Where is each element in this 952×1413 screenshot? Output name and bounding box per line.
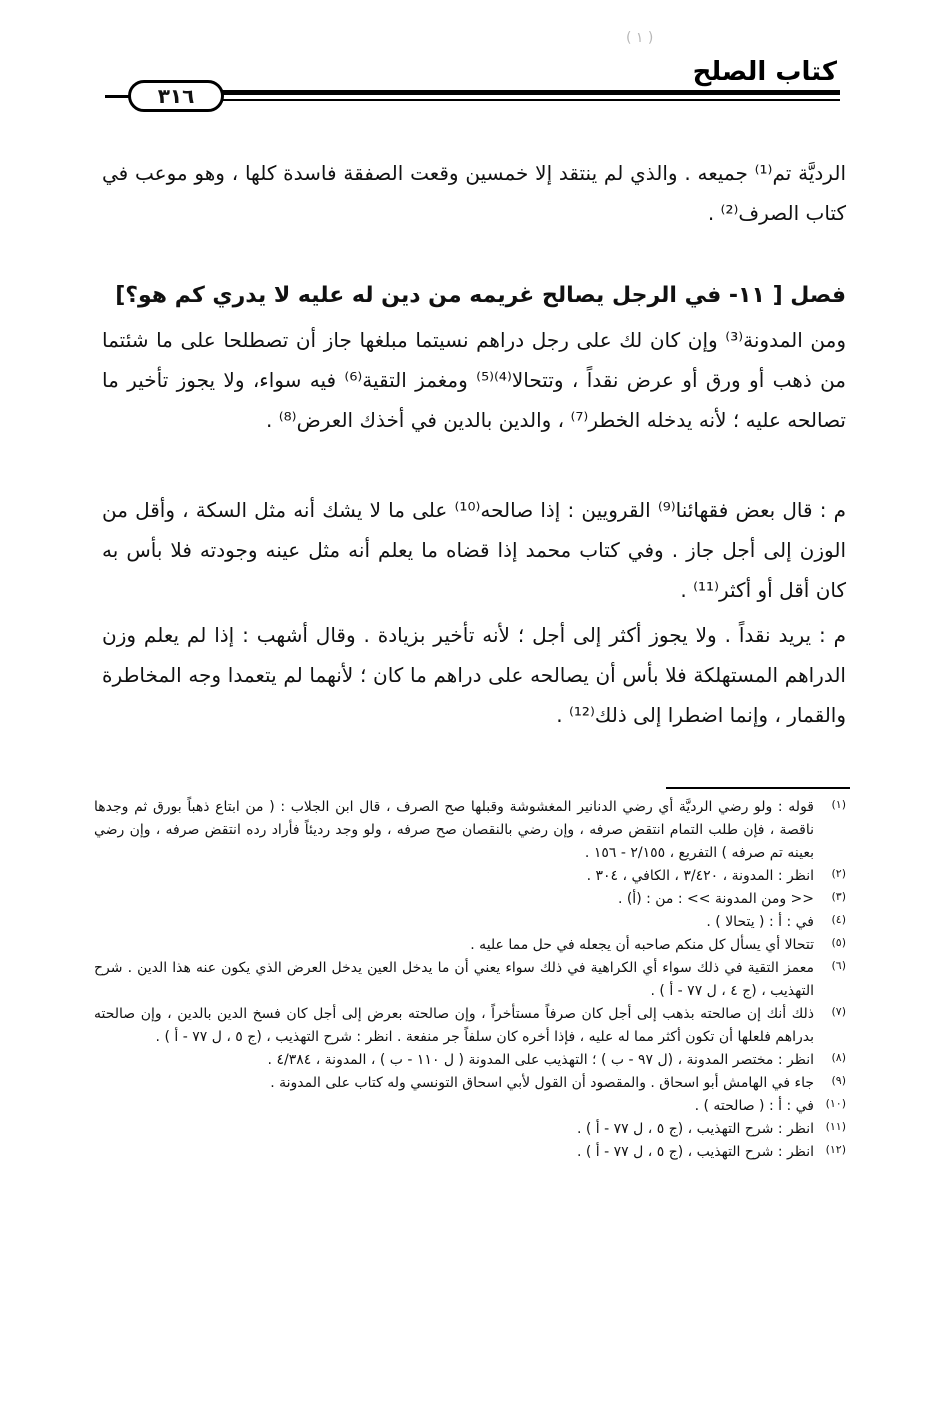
footnote [94, 1095, 846, 1118]
footnote-text: انظر : المدونة ، ٣/٤٢٠ ، الكافي ، ٣٠٤ . [586, 868, 814, 884]
footnote-text: معمز التقية في ذلك سواء أي الكراهية في ذلك سواء يعني أن ما يدخل العين يدخل العرض الذي يكون عنه هذا الدين . شرح التهذيب ، (ج ٤ ، ل ٧٧ - أ ) . [94, 960, 814, 999]
footnote-text: تتحالا أي يسأل كل منكم صاحبه أن يجعله في حل مما عليه . [470, 937, 814, 953]
footnote [94, 888, 846, 911]
footnote-number: (١٠) [825, 1097, 846, 1110]
footnote-text: قوله : ولو رضي الرديَّة أي رضي الدنانير المغشوشة وقبلها صح الصرف ، قال ابن الجلاب : ( من ابتاع ذهباً بورق ثم وجدها ناقصة ، فإن طلب التمام انتقض صرفه ، وإن رضي بالنقصان صح صرفه ، ولو وجد رديئاً فأراد رده انتقض صرفه ، وإن رضي بعينه تم صرفه ) التفريع ، ٢/١٥٥ - ١٥٦ . [94, 799, 814, 861]
section-heading: فصل [ ١١- في الرجل يصالح غريمه من دين له عليه لا يدري كم هو؟] [115, 283, 846, 308]
footnote-separator [666, 787, 850, 789]
footnote [94, 911, 846, 934]
footnote-text: في : أ : ( صالحته ) . [694, 1098, 814, 1114]
paragraph-2: ومن المدونة⁽³⁾ وإن كان لك على رجل دراهم نسيتما مبلغها جاز أن تصطلحا على ما شئتما من ذهب أو ورق أو عرض نقداً ، وتتحالا⁽⁴⁾⁽⁵⁾ ومغمز التقية⁽⁶⁾ فيه سواء، ولا يجوز تأخير ما تصالحه عليه ؛ لأنه يدخله الخطر⁽⁷⁾ ، والدين بالدين في أخذك العرض⁽⁸⁾ . [102, 328, 847, 432]
footnote [94, 1049, 846, 1072]
footnote-text: انظر : شرح التهذيب ، (ج ٥ ، ل ٧٧ - أ ) . [576, 1121, 814, 1137]
footnote [94, 957, 846, 1003]
footnote-number: (١٢) [825, 1143, 846, 1156]
footnote-number: (٦) [831, 959, 846, 972]
page-number: ٣١٦ [128, 80, 224, 112]
footnote-number: (٥) [831, 936, 846, 949]
footnote-text: انظر : شرح التهذيب ، (ج ٥ ، ل ٧٧ - أ ) . [576, 1144, 814, 1160]
footnote [94, 1118, 846, 1141]
header-rule [215, 90, 840, 95]
footnote-number: (٨) [831, 1051, 846, 1064]
footnotes [94, 796, 846, 1164]
footnote-number: (٢) [831, 867, 846, 880]
footnote-number: (٣) [831, 890, 846, 903]
footnote-text: في : أ : ( يتحالا ) . [706, 914, 814, 930]
paragraph-4: م : يريد نقداً . ولا يجوز أكثر إلى أجل ؛ لأنه تأخير بزيادة . وقال أشهب : إذا لم يعلم وزن الدراهم المستهلكة فلا بأس أن يصالحه على دراهم ما كان ؛ لأنهما لم يتعمدا وجه المخاطرة والقمار ، وإنما اضطرا إلى ذلك⁽¹²⁾ . [102, 623, 846, 727]
paragraph-3: م : قال بعض فقهائنا⁽⁹⁾ القرويين : إذا صالحه⁽¹⁰⁾ على ما لا يشك أنه مثل السكة ، وأقل من الوزن إلى أجل جاز . وفي كتاب محمد إذا قضاه ما يعلم أنه مثل عينه وجودته فلا بأس به كان أقل أو أكثر⁽¹¹⁾ . [102, 498, 846, 602]
footnote [94, 1141, 846, 1164]
footnote [94, 1003, 846, 1049]
header-rule-thin [215, 99, 840, 101]
paragraph-1: الرديَّة تم⁽¹⁾ جميعه . والذي لم ينتقد إلا خمسين وقعت الصفقة فاسدة كلها ، وهو موعب في كتاب الصرف⁽²⁾ . [102, 161, 846, 225]
running-header-title: كتاب الصلح [692, 57, 837, 87]
footnote [94, 934, 846, 957]
footnote-number: (٤) [831, 913, 846, 926]
footnote [94, 1072, 846, 1095]
footnote-text: جاء في الهامش أبو اسحاق . والمقصود أن القول لأبي اسحاق التونسي وله كتاب على المدونة . [270, 1075, 814, 1091]
top-mark: ( ١ ) [626, 30, 654, 46]
footnote [94, 865, 846, 888]
footnote-text: << ومن المدونة >> : من : (أ) . [617, 891, 814, 907]
footnote-number: (١١) [825, 1120, 846, 1133]
footnote-number: (١) [831, 798, 846, 811]
footnote [94, 796, 846, 865]
footnote-text: انظر : مختصر المدونة ، (ل ٩٧ - ب ) ؛ التهذيب على المدونة ( ل ١١٠ - ب ) ، المدونة ، ٤/٣٨٤ . [267, 1052, 814, 1068]
footnote-text: ذلك أنك إن صالحته بذهب إلى أجل كان صرفاً مستأخراً ، وإن صالحته بعرض إلى أجل كان فسخ الدين بالدين ، وإن صالحته بدراهم فلعلها أن تكون أكثر مما له عليه ، فإذا أخره كان سلفاً جر منفعة . انظر : شرح التهذيب ، (ج ٥ ، ل ٧٧ - أ ) . [94, 1006, 814, 1045]
footnote-number: (٩) [831, 1074, 846, 1087]
footnote-number: (٧) [831, 1005, 846, 1018]
